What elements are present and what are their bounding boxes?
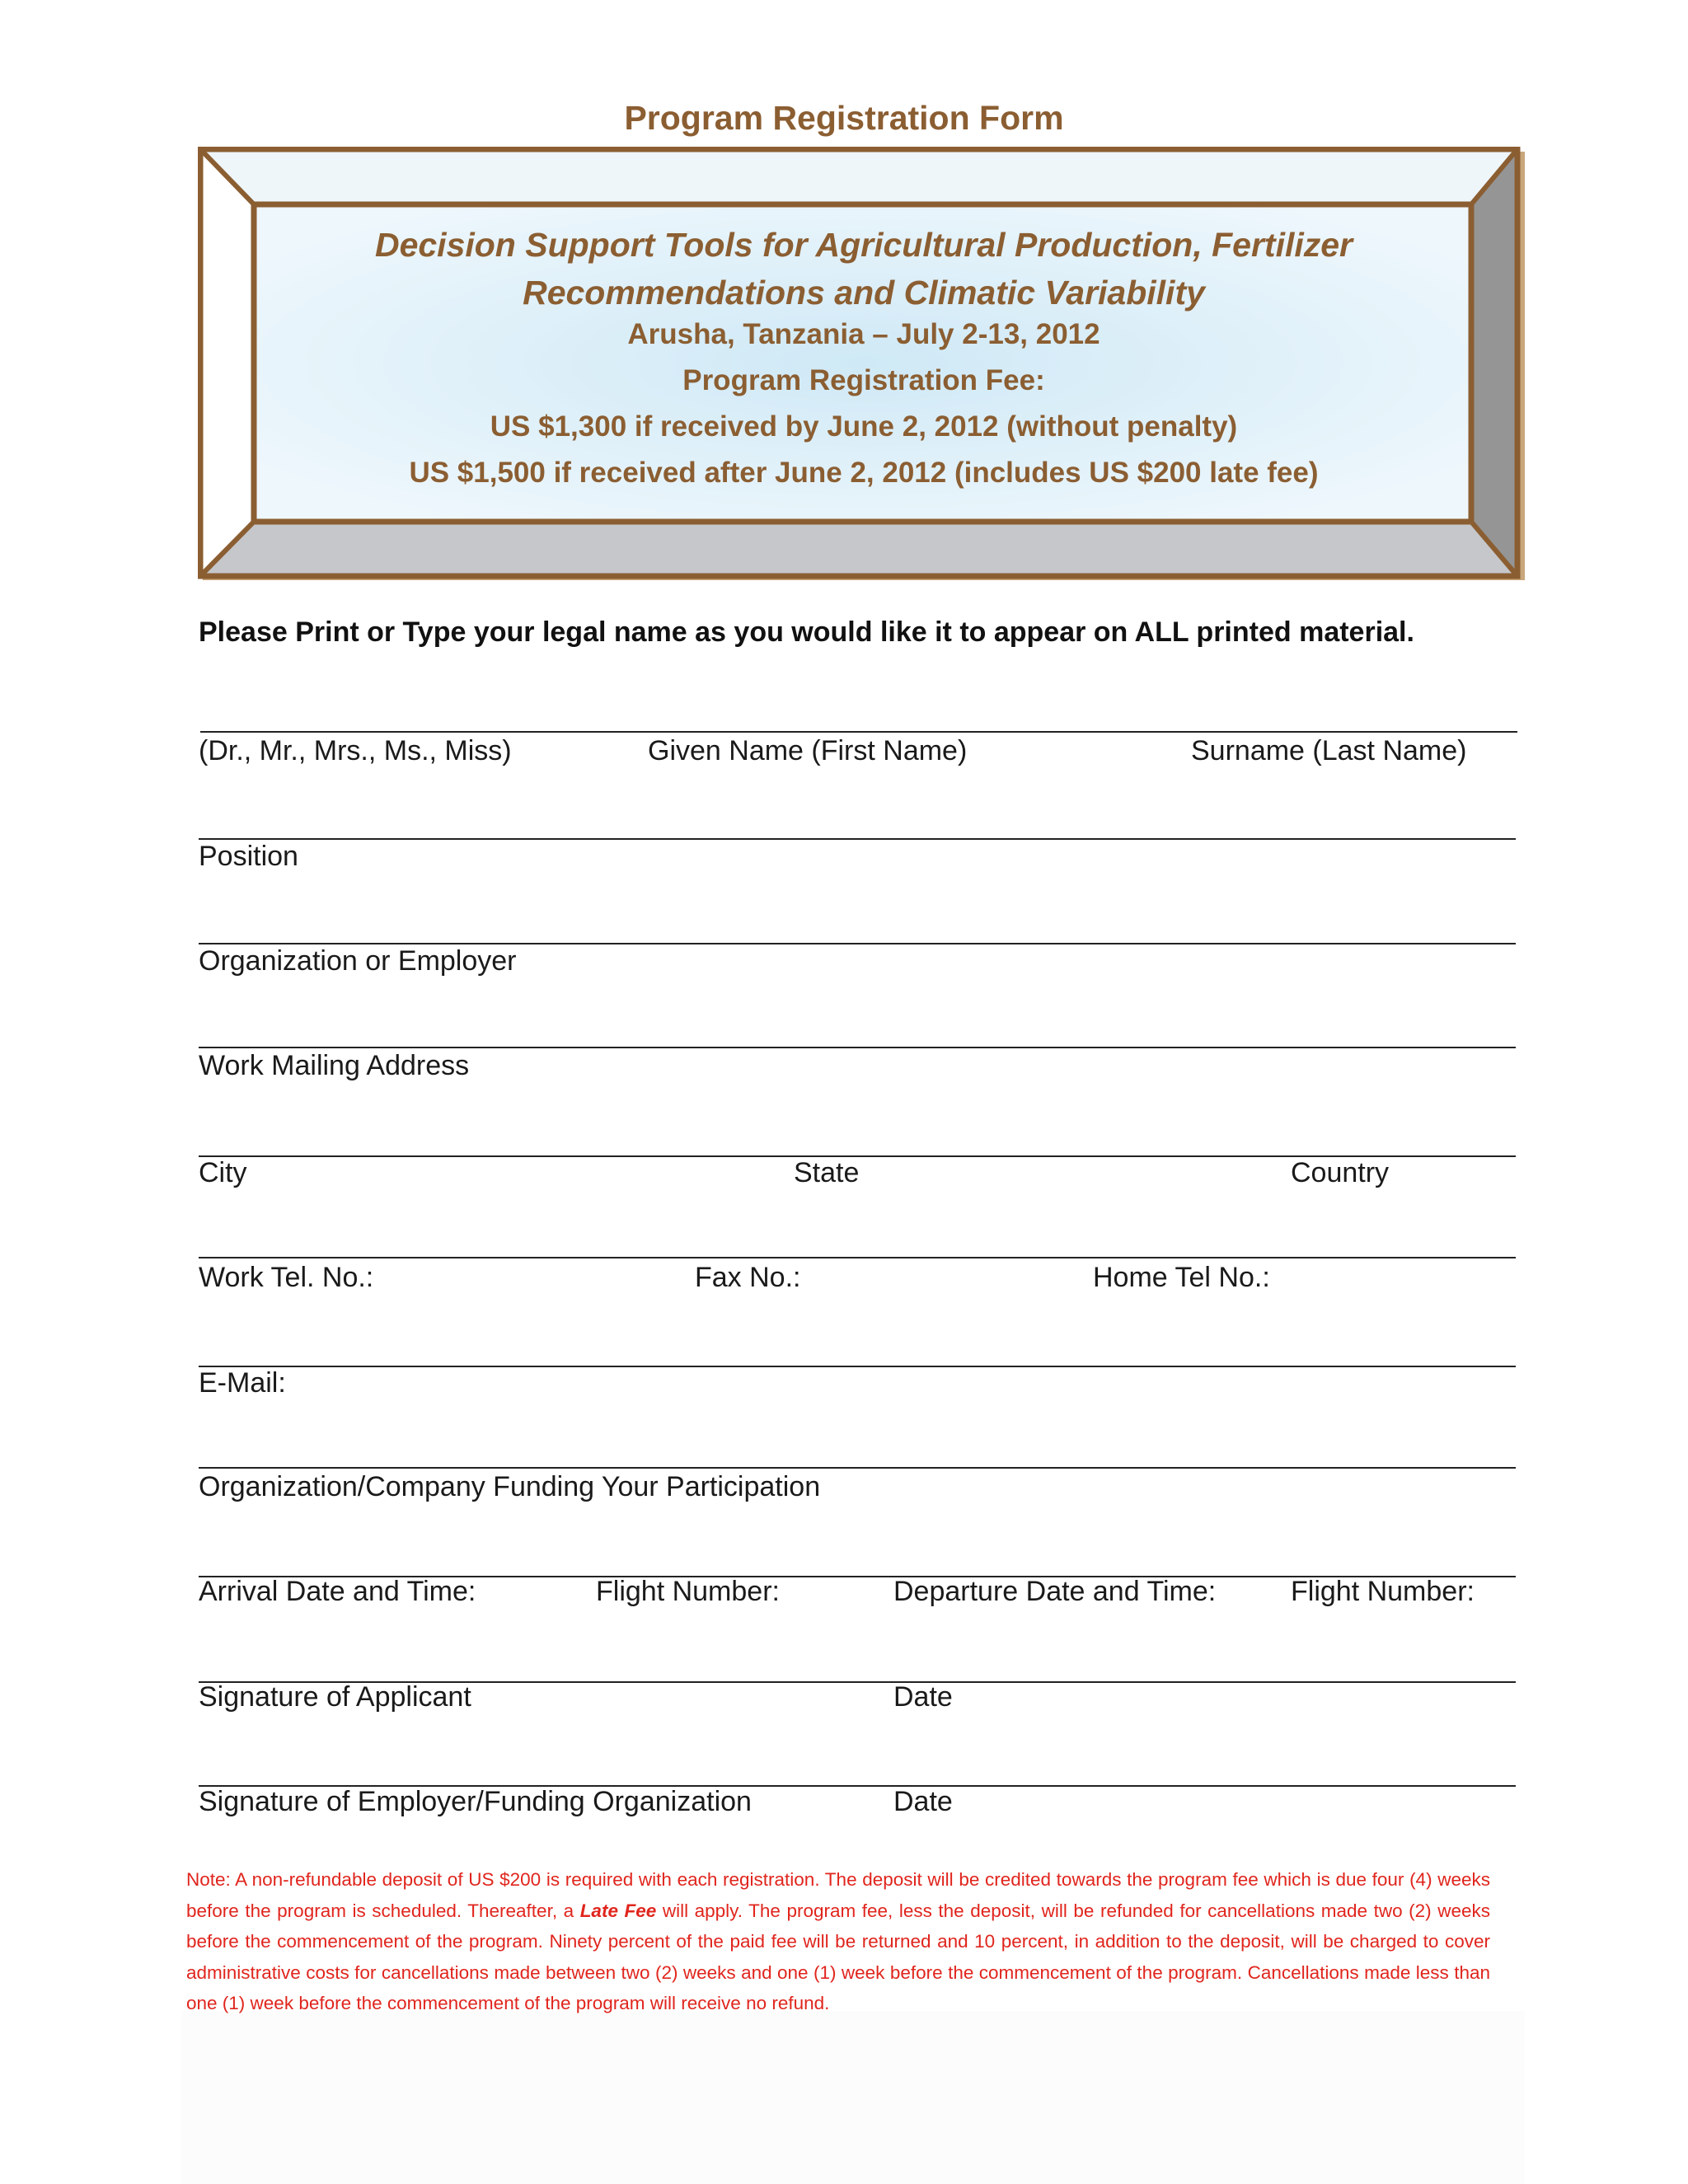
work-tel-label: Work Tel. No.: — [199, 1262, 374, 1293]
title-label: (Dr., Mr., Mrs., Ms., Miss) — [199, 735, 512, 766]
employer-date-label: Date — [893, 1786, 953, 1817]
program-location-dates: Arusha, Tanzania – July 2-13, 2012 — [627, 318, 1100, 350]
arrival-flight-label: Flight Number: — [596, 1576, 780, 1607]
registration-fee-heading: Program Registration Fee: — [682, 364, 1045, 396]
organization-entry-line[interactable] — [199, 943, 1516, 944]
name-instruction: Please Print or Type your legal name as you would like it to appear on ALL printed material. — [199, 616, 1414, 648]
phone-entry-line[interactable] — [199, 1257, 1516, 1258]
note-text-part2: will apply. The program fee, less the deposit, will be refunded for cancellations made two (2) weeks before the commencement of the program. Ninety percent of the paid fee will be returned and 10 percent, in addition to the deposit, will be charged to cover administrative costs for cancellations made between two (2) weeks and one (1) week before the commencement of the program. Cancellations made less than one (1) week before the commencement of the program will receive no refund. — [186, 1900, 1490, 2013]
funding-org-label: Organization/Company Funding Your Participation — [199, 1471, 821, 1502]
fax-label: Fax No.: — [695, 1262, 801, 1293]
state-label: State — [794, 1157, 860, 1188]
late-fee-emphasis: Late Fee — [579, 1900, 657, 1921]
applicant-signature-label: Signature of Applicant — [199, 1681, 471, 1713]
address-entry-line[interactable] — [199, 1047, 1516, 1048]
program-title-line2: Recommendations and Climatic Variability — [523, 274, 1205, 312]
position-label: Position — [199, 841, 298, 872]
surname-label: Surname (Last Name) — [1191, 735, 1467, 766]
departure-label: Departure Date and Time: — [893, 1576, 1217, 1607]
funding-org-entry-line[interactable] — [199, 1467, 1516, 1469]
email-entry-line[interactable] — [199, 1366, 1516, 1367]
program-banner — [198, 147, 1528, 583]
program-title — [254, 221, 1474, 316]
address-label: Work Mailing Address — [199, 1050, 470, 1081]
given-name-label: Given Name (First Name) — [648, 735, 968, 766]
arrival-label: Arrival Date and Time: — [199, 1576, 476, 1607]
program-title-line1: Decision Support Tools for Agricultural Production, Fertilizer — [374, 226, 1353, 264]
departure-flight-label: Flight Number: — [1291, 1576, 1475, 1607]
country-label: Country — [1291, 1157, 1390, 1188]
page-footer-shade — [181, 2011, 1525, 2184]
banner-text — [254, 204, 1474, 522]
late-fee-text: US $1,500 if received after June 2, 2012 (includes US $200 late fee) — [409, 457, 1319, 489]
employer-signature-label: Signature of Employer/Funding Organization — [199, 1786, 752, 1817]
organization-label: Organization or Employer — [199, 945, 517, 977]
note-text-part1: Note: A non-refundable deposit of US $200 is required with each registration. The deposit will be credited towards the program fee which is due four (4) weeks before the program is scheduled. Thereafter, a — [186, 1869, 1490, 1921]
position-entry-line[interactable] — [199, 838, 1516, 840]
applicant-date-label: Date — [893, 1681, 953, 1713]
home-tel-label: Home Tel No.: — [1093, 1262, 1270, 1293]
name-entry-line[interactable] — [200, 731, 1517, 733]
refund-policy-note — [186, 1864, 1490, 2019]
city-label: City — [199, 1157, 247, 1188]
email-label: E-Mail: — [199, 1367, 286, 1399]
page-title: Program Registration Form — [624, 99, 1064, 137]
early-fee-text: US $1,300 if received by June 2, 2012 (without penalty) — [490, 410, 1238, 443]
